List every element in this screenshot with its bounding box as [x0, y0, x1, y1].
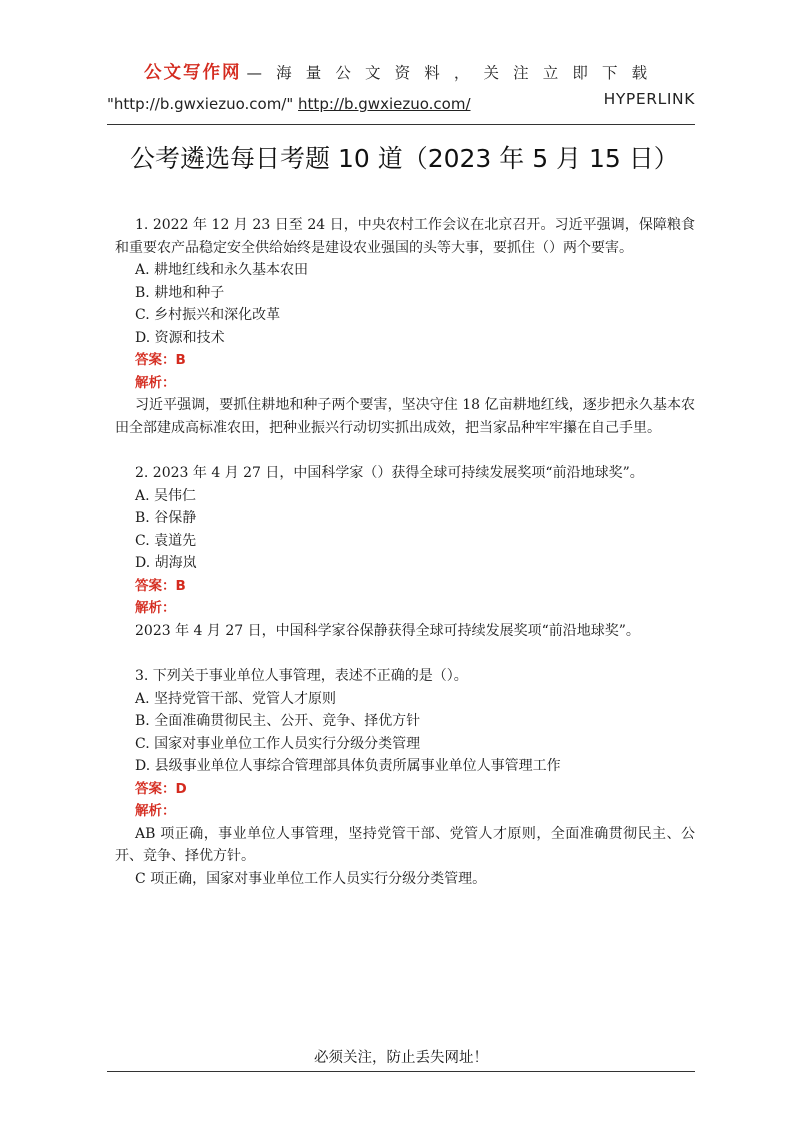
answer-value: B: [175, 352, 186, 368]
option-d: D. 县级事业单位人事综合管理部具体负责所属事业单位人事管理工作: [135, 758, 561, 774]
option-c: C. 国家对事业单位工作人员实行分级分类管理: [135, 735, 421, 752]
option-c: C. 乡村振兴和深化改革: [135, 307, 281, 323]
footer-notice: 必须关注，防止丢失网址！: [314, 1050, 488, 1066]
analysis-label: 解析：: [135, 600, 176, 616]
option-b: B. 谷保静: [135, 510, 197, 526]
option-a: A. 吴伟仁: [135, 487, 197, 504]
question-list: [115, 214, 695, 913]
answer-label: 答案：: [135, 780, 176, 797]
question-stem: 1. 2022 年 12 月 23 日至 24 日，中央农村工作会议在北京召开。习近平强调，保障粮食和重要农产品稳定安全供给始终是建设农业强国的头等大事，要抓住（）两个要害。: [115, 217, 695, 256]
link-field-code: "http://b.gwxiezuo.com/": [107, 95, 294, 113]
answer-label: 答案：: [135, 577, 176, 594]
answer-value: D: [175, 780, 187, 797]
site-link[interactable]: http://b.gwxiezuo.com/: [298, 95, 471, 113]
answer-label: 答案：: [135, 352, 176, 368]
option-a: A. 坚持党管干部、党管人才原则: [135, 690, 337, 707]
analysis-text: 2023 年 4 月 27 日，中国科学家谷保静获得全球可持续发展奖项“前沿地球奖”。: [135, 622, 640, 639]
option-a: A. 耕地红线和永久基本农田: [135, 262, 309, 278]
header-divider: [107, 124, 695, 125]
question-item: [115, 462, 695, 642]
question-stem: 3. 下列关于事业单位人事管理，表述不正确的是（）。: [135, 668, 468, 684]
answer-line: [115, 349, 695, 372]
question-stem: 2. 2023 年 4 月 27 日，中国科学家（）获得全球可持续发展奖项“前沿地球奖”。: [135, 465, 644, 481]
page-header: [107, 60, 695, 116]
question-item: [115, 665, 695, 890]
brand-name[interactable]: 公文写作网: [144, 63, 242, 83]
answer-line: [115, 778, 695, 801]
footer-divider: [107, 1071, 695, 1072]
option-c: C. 袁道先: [135, 532, 197, 549]
option-b: B. 耕地和种子: [135, 284, 225, 301]
page-title: 公考遴选每日考题 10 道（2023 年 5 月 15 日）: [130, 144, 679, 173]
analysis-text: AB 项正确，事业单位人事管理，坚持党管干部、党管人才原则，全面准确贯彻民主、公开、竞争、择优方针。: [115, 825, 695, 864]
header-slogan: — 海 量 公 文 资 料 ， 关 注 立 即 下 载: [246, 64, 652, 82]
analysis-label: 解析：: [135, 803, 176, 819]
option-d: D. 资源和技术: [135, 329, 225, 346]
answer-value: B: [175, 577, 186, 594]
option-b: B. 全面准确贯彻民主、公开、竞争、择优方针: [135, 713, 421, 729]
option-d: D. 胡海岚: [135, 555, 197, 571]
hyperlink-field-label: HYPERLINK: [603, 90, 695, 108]
analysis-label: 解析：: [135, 374, 176, 391]
answer-line: [115, 575, 695, 598]
analysis-text: C 项正确，国家对事业单位工作人员实行分级分类管理。: [135, 870, 487, 887]
question-item: [115, 214, 695, 439]
analysis-text: 习近平强调，要抓住耕地和种子两个要害，坚决守住 18 亿亩耕地红线，逐步把永久基本农田全部建成高标准农田，把种业振兴行动切实抓出成效，把当家品种牢牢攥在自己手里。: [115, 397, 695, 436]
